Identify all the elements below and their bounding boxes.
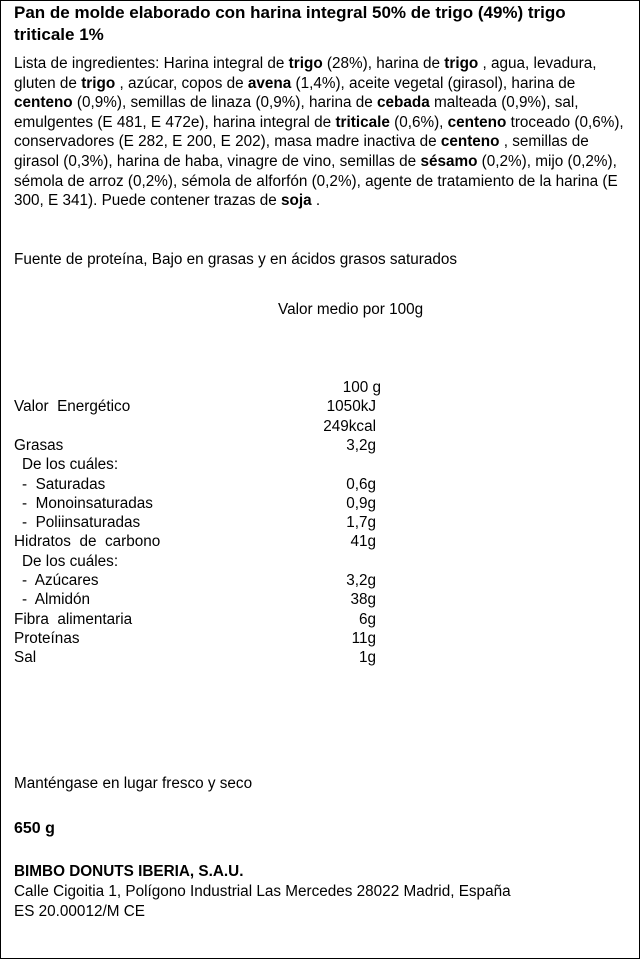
- allergen: centeno: [440, 133, 500, 151]
- nutrient-value: 1050kJ: [326, 398, 376, 416]
- nutrition-table-header: Valor medio por 100g: [278, 301, 424, 318]
- nutrient-value: 1g: [358, 649, 376, 667]
- allergen: soja: [281, 192, 312, 210]
- nutrition-row: [0, 629, 640, 648]
- nutrient-label: Sal: [14, 649, 37, 667]
- allergen: sésamo: [420, 152, 478, 170]
- nutrient-value: 249kcal: [323, 417, 376, 435]
- nutrient-value: 0,6g: [346, 475, 376, 493]
- ingredients-list: [14, 54, 628, 211]
- nutrient-value: 3,2g: [346, 436, 376, 454]
- nutrient-label: - Azúcares: [22, 572, 99, 589]
- nutrient-value: 3,2g: [346, 572, 376, 589]
- ingredient-text: troceado (0,6%), conservadores (E 282, E 200, E 202), masa madre inactiva de: [14, 113, 624, 151]
- nutrition-claims: Fuente de proteína, Bajo en grasas y en ácidos grasos saturados: [14, 251, 458, 268]
- nutrient-value: 0,9g: [346, 494, 376, 512]
- allergen: trigo: [288, 55, 323, 72]
- nutrient-value: 38g: [350, 591, 376, 609]
- allergen: avena: [247, 74, 292, 92]
- nutrient-label: Hidratos de carbono: [14, 533, 161, 551]
- ingredient-text: , semillas de girasol (0,3%), harina de haba, vinagre de vino, semillas de: [14, 133, 589, 170]
- ingredient-text: (0,6%),: [389, 113, 448, 131]
- net-weight: 650 g: [14, 820, 55, 837]
- nutrition-row: [0, 571, 640, 590]
- nutrient-label: Fibra alimentaria: [14, 610, 133, 628]
- nutrition-row: [0, 494, 640, 513]
- nutrient-value: 6g: [358, 610, 376, 628]
- nutrient-label: Proteínas: [14, 629, 80, 647]
- nutrient-label: - Saturadas: [22, 475, 106, 493]
- nutrition-row: [0, 648, 640, 667]
- nutrition-row: [0, 552, 640, 571]
- allergen: trigo: [444, 55, 479, 72]
- nutrition-row: [0, 417, 640, 436]
- allergen: centeno: [14, 94, 73, 112]
- ingredient-text: , azúcar, copos de: [115, 74, 248, 92]
- nutrient-label: De los cuáles:: [22, 456, 119, 474]
- ingredient-text: Lista de ingredientes: Harina integral de: [14, 55, 289, 72]
- company-name: BIMBO DONUTS IBERIA, S.A.U.: [14, 863, 244, 880]
- allergen: centeno: [447, 113, 507, 131]
- nutrition-row: [0, 378, 640, 397]
- nutrition-row: [0, 475, 640, 494]
- nutrition-row: [0, 455, 640, 474]
- nutrition-row: [0, 397, 640, 416]
- ingredient-text: (0,9%), semillas de linaza (0,9%), harina de: [72, 94, 378, 112]
- nutrient-value: 1,7g: [346, 514, 376, 532]
- nutrient-value: 100 g: [342, 379, 381, 396]
- company-address: Calle Cigoitia 1, Polígono Industrial Las Mercedes 28022 Madrid, España: [14, 883, 511, 900]
- ingredient-text: .: [311, 192, 321, 210]
- nutrition-row: [0, 532, 640, 551]
- nutrient-label: Grasas: [14, 436, 64, 454]
- nutrition-row: [0, 590, 640, 609]
- ingredient-text: (1,4%), aceite vegetal (girasol), harina de: [291, 74, 576, 92]
- nutrient-value: 11g: [351, 629, 376, 647]
- ingredient-text: , agua, levadura, gluten de: [14, 55, 597, 92]
- nutrient-label: Valor Energético: [14, 398, 131, 416]
- nutrition-row: [0, 513, 640, 532]
- nutrition-row: [0, 436, 640, 455]
- nutrient-label: De los cuáles:: [22, 552, 119, 570]
- ingredient-text: (0,2%), mijo (0,2%), sémola de arroz (0,2%), sémola de alforfón (0,2%), agente de tratamiento de la harina (E 300, E 341). Puede contener trazas de: [14, 152, 618, 210]
- nutrition-row: [0, 610, 640, 629]
- ingredient-text: (28%), harina de: [322, 55, 445, 72]
- nutrient-label: - Almidón: [22, 591, 91, 609]
- nutrient-label: - Poliinsaturadas: [22, 514, 141, 532]
- allergen: trigo: [81, 74, 116, 92]
- nutrient-value: 41g: [350, 533, 376, 551]
- allergen: triticale: [335, 113, 390, 131]
- ingredient-text: malteada (0,9%), sal, emulgentes (E 481, E 472e), harina integral de: [14, 94, 579, 131]
- sanitary-registry: ES 20.00012/M CE: [14, 903, 145, 920]
- allergen: cebada: [377, 94, 430, 112]
- nutrient-label: - Monoinsaturadas: [22, 494, 153, 512]
- storage-instructions: Manténgase en lugar fresco y seco: [14, 775, 253, 792]
- product-title: Pan de molde elaborado con harina integral 50% de trigo (49%) trigo triticale 1%: [14, 3, 566, 44]
